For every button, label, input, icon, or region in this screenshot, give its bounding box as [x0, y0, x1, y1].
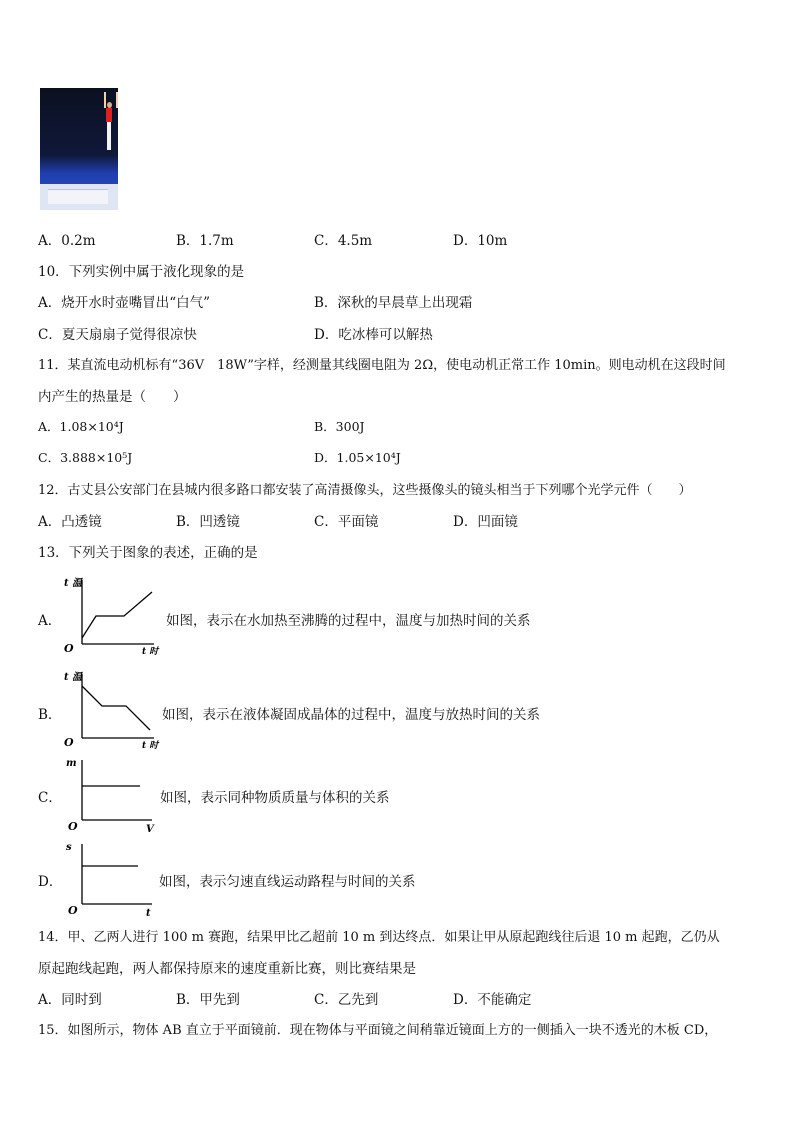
q13-graph-b — [62, 668, 162, 750]
q13-option-c-letter: C． — [38, 790, 62, 806]
q13-option-a-text: 如图，表示在水加热至沸腾的过程中，温度与加热时间的关系 — [166, 613, 531, 629]
q13-option-d-letter: D． — [38, 874, 63, 890]
q13-d-origin: O — [68, 904, 78, 917]
q13-d-ylabel: s — [66, 842, 72, 853]
q13-b-ylabel: t 温 — [64, 672, 83, 683]
q11-option-a: A．1.08×10⁴J — [38, 419, 124, 434]
q13-c-xlabel: V — [146, 824, 154, 834]
q13-a-origin: O — [64, 642, 74, 655]
gymnast-photo — [40, 88, 118, 210]
q13-c-ylabel: m — [66, 758, 77, 769]
q13-a-ylabel: t 温 — [64, 578, 83, 589]
q11-option-c: C．3.888×10⁵J — [38, 450, 133, 465]
q12-option-d: D．凹面镜 — [453, 514, 518, 530]
q12-option-b: B．凹透镜 — [176, 514, 240, 530]
q10-option-c: C．夏天扇扇子觉得很凉快 — [38, 327, 197, 343]
q13-graph-c — [62, 752, 162, 834]
q13-option-d-text: 如图，表示匀速直线运动路程与时间的关系 — [159, 874, 416, 890]
q14-stem-line2: 原起跑线起跑，两人都保持原来的速度重新比赛，则比赛结果是 — [38, 961, 416, 977]
q13-option-b-letter: B． — [38, 707, 62, 723]
q10-option-b: B．深秋的早晨草上出现霜 — [314, 295, 473, 311]
q15-stem-line1: 15．如图所示，物体 AB 直立于平面镜前．现在物体与平面镜之间稍靠近镜面上方的一侧插入一块不透光的木板 CD， — [38, 1023, 718, 1038]
q10-option-a: A．烧开水时壶嘴冒出“白气” — [38, 295, 211, 311]
q14-option-d: D．不能确定 — [453, 992, 532, 1008]
q13-stem: 13．下列关于图象的表述，正确的是 — [38, 545, 258, 561]
q11-option-b: B．300J — [314, 419, 365, 434]
q9-option-c: C．4.5m — [314, 233, 373, 249]
q13-c-origin: O — [68, 820, 78, 833]
q14-stem-line1: 14．甲、乙两人进行 100 m 赛跑，结果甲比乙超前 10 m 到达终点．如果让甲从原起跑线往后退 10 m 起跑，乙仍从 — [38, 930, 720, 945]
q13-option-b-text: 如图，表示在液体凝固成晶体的过程中，温度与放热时间的关系 — [162, 707, 540, 723]
q11-stem-line2: 内产生的热量是（ ） — [38, 389, 187, 405]
q13-b-xlabel: t 时 — [142, 741, 159, 750]
q10-stem: 10．下列实例中属于液化现象的是 — [38, 264, 245, 280]
q12-option-a: A．凸透镜 — [38, 514, 102, 530]
q13-b-origin: O — [64, 736, 74, 749]
q13-option-a-letter: A． — [38, 613, 62, 629]
q11-option-d: D．1.05×10⁴J — [314, 450, 401, 465]
q14-option-b: B．甲先到 — [176, 992, 240, 1008]
q13-graph-d — [62, 836, 162, 918]
q14-option-a: A．同时到 — [38, 992, 102, 1008]
q9-option-d: D．10m — [453, 233, 508, 249]
q13-graph-a — [62, 574, 162, 656]
q11-stem-line1: 11．某直流电动机标有“36V 18W”字样，经测量其线圈电阻为 2Ω，使电动机正常工作 10min。则电动机在这段时间 — [38, 358, 726, 373]
q13-option-c-text: 如图，表示同种物质质量与体积的关系 — [160, 790, 390, 806]
q12-option-c: C．平面镜 — [314, 514, 379, 530]
q13-a-xlabel: t 时 — [142, 647, 159, 656]
q10-option-d: D．吃冰棒可以解热 — [314, 327, 433, 343]
q14-option-c: C．乙先到 — [314, 992, 379, 1008]
q12-stem: 12．古丈县公安部门在县城内很多路口都安装了高清摄像头，这些摄像头的镜头相当于下列哪个光学元件（ ） — [38, 483, 692, 498]
q9-option-a: A．0.2m — [38, 233, 96, 249]
q9-option-b: B．1.7m — [176, 233, 234, 249]
q13-d-xlabel: t — [146, 908, 151, 918]
